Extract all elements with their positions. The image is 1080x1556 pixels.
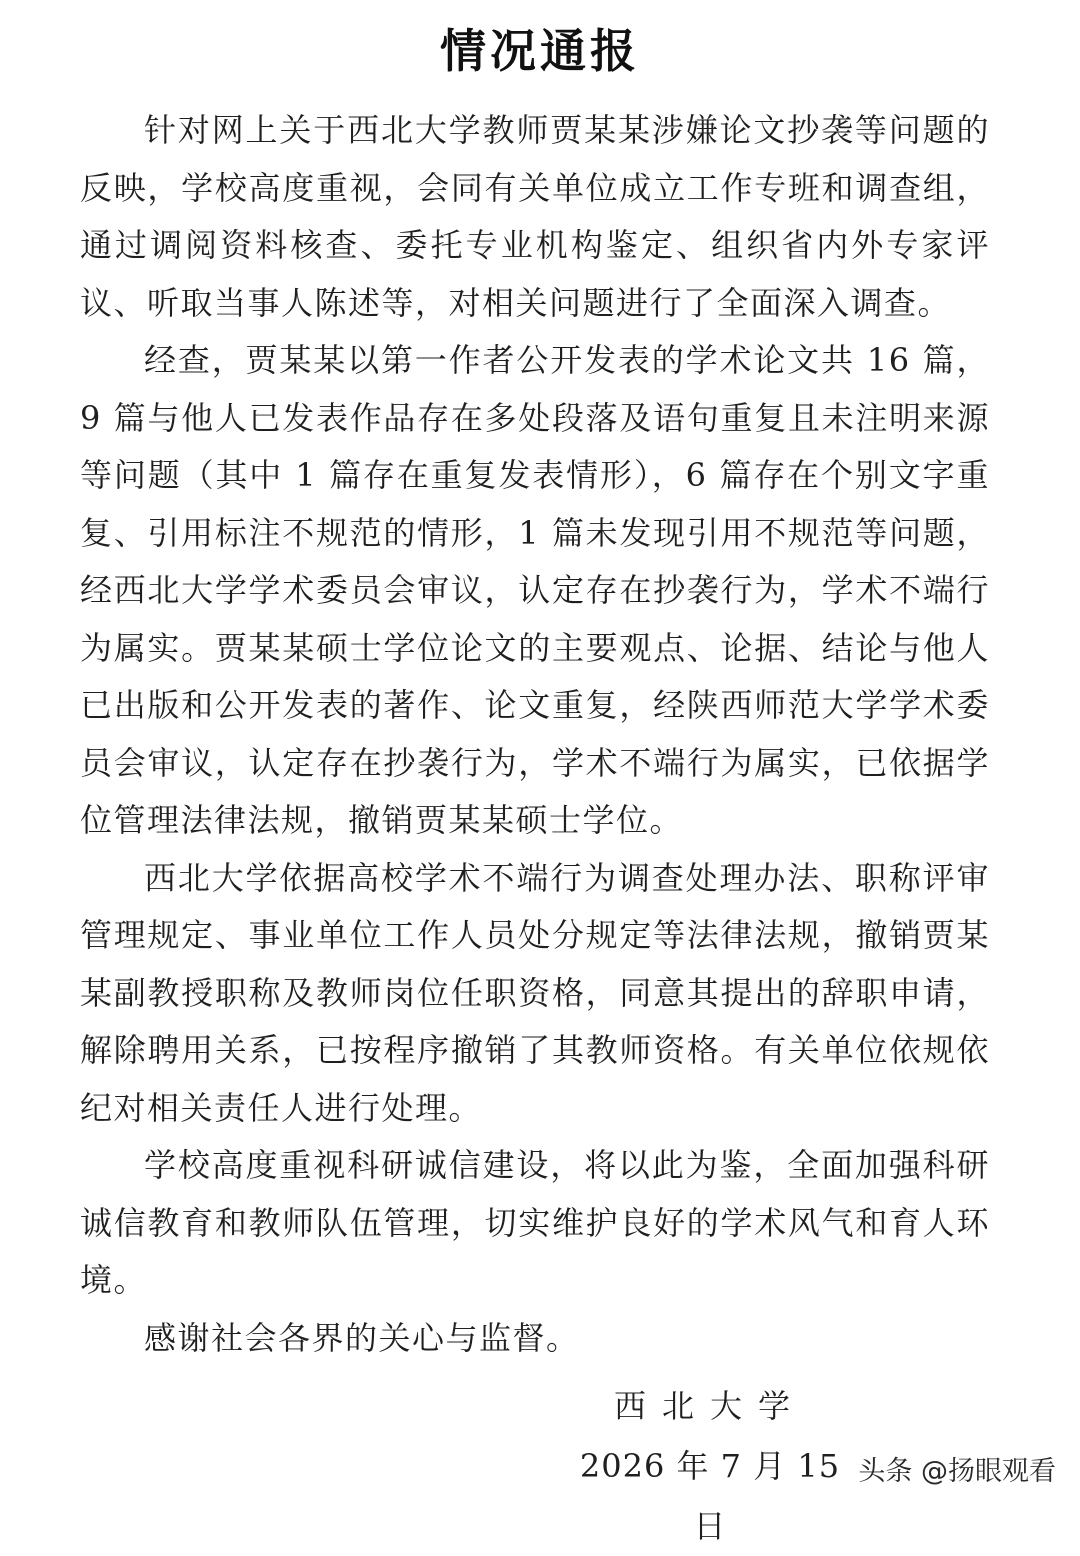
paragraph-penalties: 西北大学依据高校学术不端行为调查处理办法、职称评审管理规定、事业单位工作人员处分规定等法律法规，撤销贾某某副教授职称及教师岗位任职资格，同意其提出的辞职申请，解除聘用关系，已按程序撤销了其教师资格。有关单位依规依纪对相关责任人进行处理。 xyxy=(80,858,990,1127)
paragraph-thanks: 感谢社会各界的关心与监督。 xyxy=(144,1318,580,1357)
paragraph-findings: 经查，贾某某以第一作者公开发表的学术论文共 16 篇，9 篇与他人已发表作品存在多处段落及语句重复且未注明来源等问题（其中 1 篇存在重复发表情形），6 篇存在个别文字重复、引用标注不规范的情形，1 篇未发现引用不规范等问题，经西北大学学术委员会审议，认定存在抄袭行为，学术不端行为属实。贾某某硕士学位论文的主要观点、论据、结论与他人已出版和公开发表的著作、论文重复，经陕西师范大学学术委员会审议，认定存在抄袭行为，学术不端行为属实，已依据学位管理法律法规，撤销贾某某硕士学位。 xyxy=(80,341,990,839)
paragraph-investigation: 针对网上关于西北大学教师贾某某涉嫌论文抄袭等问题的反映，学校高度重视，会同有关单位成立工作专班和调查组，通过调阅资料核查、委托专业机构鉴定、组织省内外专家评议、听取当事人陈述等，对相关问题进行了全面深入调查。 xyxy=(80,111,990,322)
signature-organization: 西北大学 xyxy=(613,1387,806,1425)
document-title: 情况通报 xyxy=(440,24,640,78)
paragraph-commitment: 学校高度重视科研诚信建设，将以此为鉴，全面加强科研诚信教育和教师队伍管理，切实维护良好的学术风气和育人环境。 xyxy=(80,1146,990,1299)
document-body xyxy=(80,102,990,1367)
source-watermark: 头条 @扬眼观看 xyxy=(852,1447,1062,1490)
signature-date: 2026 年 7 月 15 日 xyxy=(579,1447,841,1545)
signature-block xyxy=(570,1376,850,1556)
